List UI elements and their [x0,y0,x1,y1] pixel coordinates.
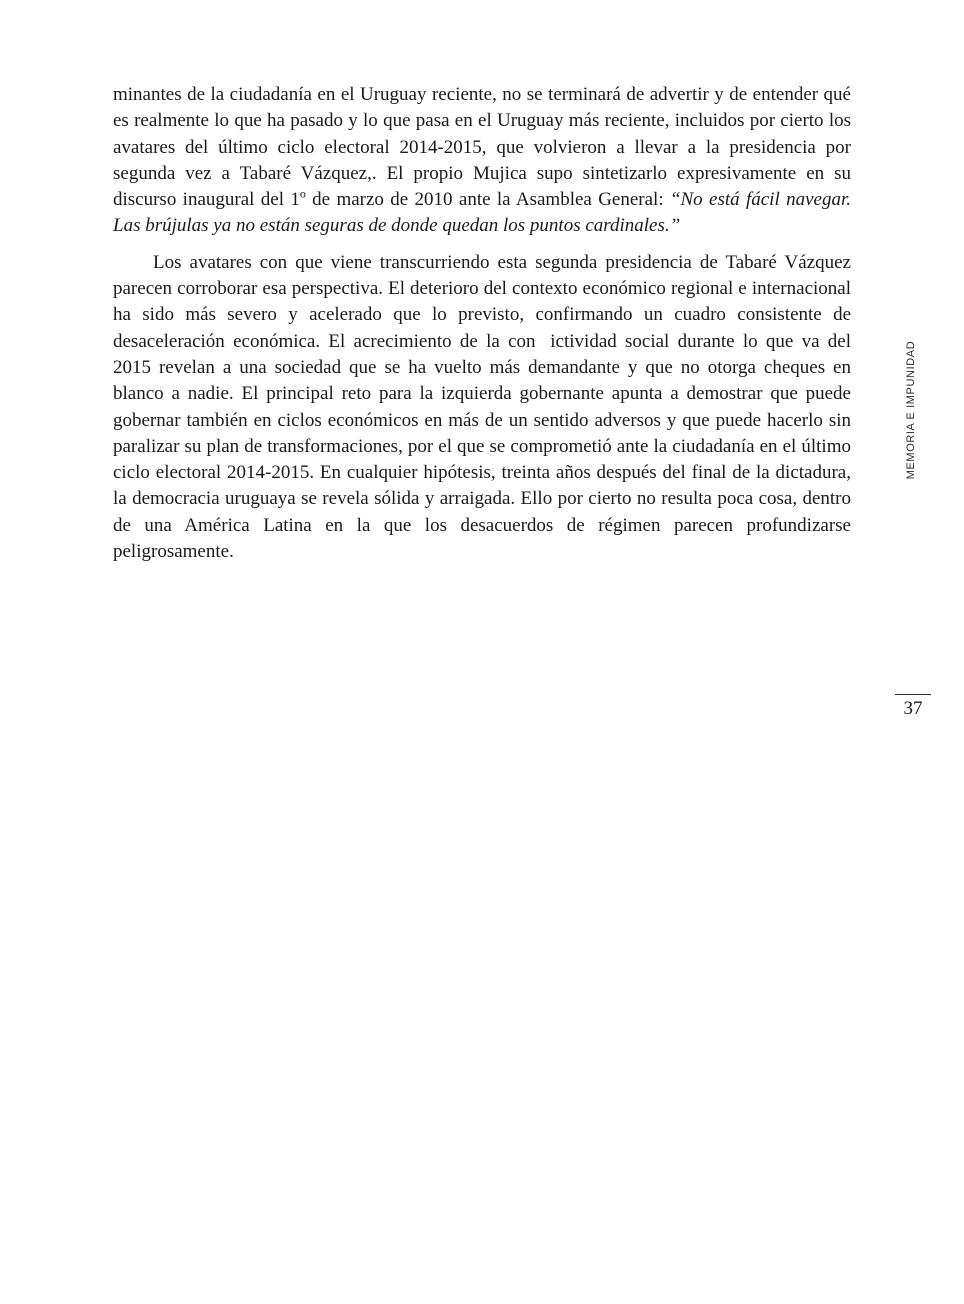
paragraph-2: Los avatares con que viene transcurriendo esta segunda presidencia de Tabaré Vázquez parecen corroborar esa perspectiva. El deterioro del contexto económico regional e internacional ha sido más severo y acelerado que lo previsto, confirmando un cuadro consistente de desaceleración económica. El acrecimiento de la con ictividad social durante lo que va del 2015 revelan a una sociedad que se ha vuelto más demandante y que no otorga cheques en blanco a nadie. El principal reto para la izquierda gobernante apunta a demostrar que puede gobernar también en ciclos económicos en más de un sentido adversos y que puede hacerlo sin paralizar su plan de transformaciones, por el que se comprometió ante la ciudadanía en el último ciclo electoral 2014-2015. En cualquier hipótesis, treinta años después del final de la dictadura, la democracia uruguaya se revela sólida y arraigada. Ello por cierto no resulta poca cosa, dentro de una América Latina en la que los desacuerdos de régimen parecen profundizarse peligrosamente. [113,251,851,563]
paragraph-1-text: minantes de la ciudadanía en el Uruguay reciente, no se terminará de advertir y de entender qué es realmente lo que ha pasado y lo que pasa en el Uruguay más reciente, incluidos por cierto los avatares del último ciclo electoral 2014-2015, que volvieron a llevar a la presidencia por segunda vez a Tabaré Vázquez,. El propio Mujica supo sintetizarlo expresivamente en su discurso inaugural del 1 [113,84,851,211]
paragraph-1 [113,82,851,240]
running-title: MEMORIA E IMPUNIDAD [905,340,917,480]
page-number: 37 [903,698,923,719]
ordinal-superscript: o [299,186,306,201]
page-number-rule [895,694,931,695]
paragraph-1-text-continued: de marzo de 2010 ante la Asamblea General: [305,189,670,211]
mujica-quote: “No está fácil navegar. Las brújulas ya no están seguras de donde quedan los puntos cardinales.” [113,189,851,237]
body-text [113,82,851,565]
